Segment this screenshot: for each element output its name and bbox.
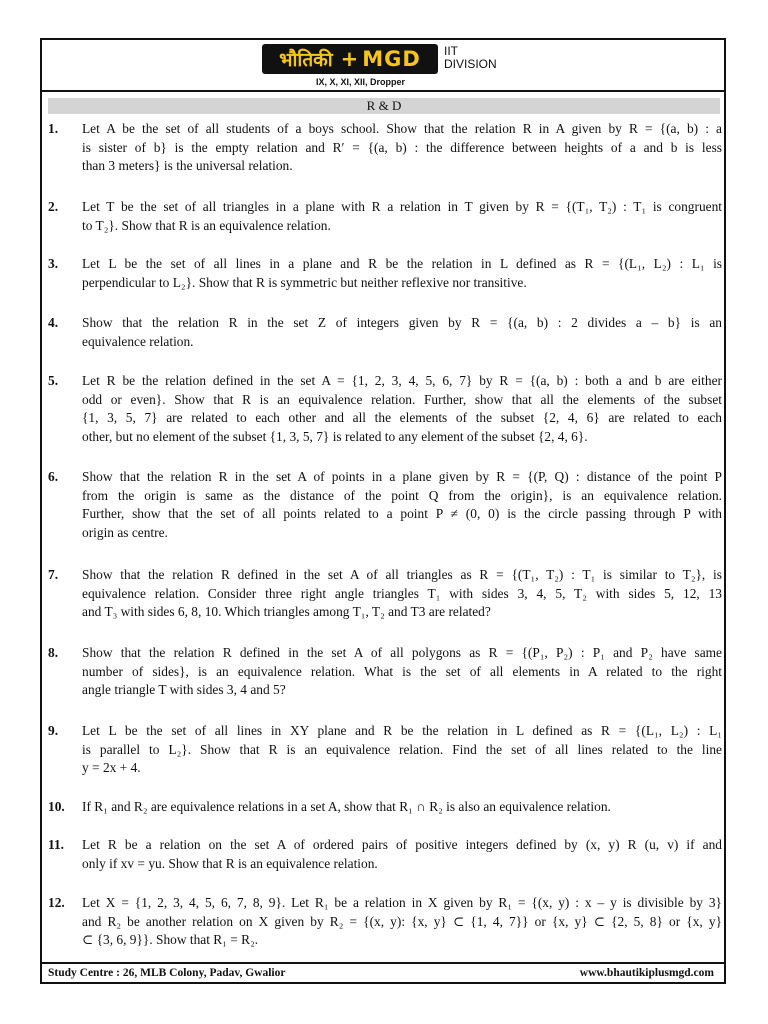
question-number: 6. [48, 469, 59, 484]
question-line: Show that the relation R defined in the set A of all polygons as R = {(P₁, P₂) : P₁ and P₂ have same [82, 645, 722, 660]
question-line: is sister of b} is the empty relation and R′ = {(a, b) : the difference between heights of a and b is less [82, 139, 722, 155]
question-line: Let A be the set of all students of a boys school. Show that the relation R in A given by R = {(a, b) : a [82, 121, 722, 136]
question-number: 2. [48, 199, 59, 214]
question-line: Let R be the relation defined in the set A = {1, 2, 3, 4, 5, 6, 7} by R = {(a, b) : both a and b are either [82, 373, 722, 388]
question-line: Let L be the set of all lines in XY plane and R be the relation in L defined as R = {(L₁, L₂) : L₁ [82, 723, 722, 738]
question-line: is parallel to L₂}. Show that R is an equivalence relation. Find the set of all lines related to the line [82, 741, 722, 757]
class-tagline: IX, X, XI, XII, Dropper [316, 77, 406, 87]
question-line: than 3 meters} is the universal relation. [82, 158, 293, 174]
question-line: odd or even}. Show that R is an equivalence relation. Further, show that all the elements of the subset [82, 391, 722, 407]
page-footer [42, 962, 724, 982]
question-text [82, 198, 722, 235]
question-line: to T₂}. Show that R is an equivalence relation. [82, 217, 331, 233]
question-number: 10. [48, 799, 65, 814]
division-line-1: IIT [444, 44, 458, 58]
question-line: Further, show that the set of all points related to a point P ≠ (0, 0) is the circle passing through P with [82, 506, 722, 522]
question-number: 9. [48, 723, 59, 738]
logo-hindi-text: भौतिकी [279, 49, 333, 71]
question-line: Let X = {1, 2, 3, 4, 5, 6, 7, 8, 9}. Let R₁ be a relation in X given by R₁ = {(x, y) : x – y is divisible by 3} [82, 895, 722, 910]
question-text [82, 644, 722, 700]
question-line: perpendicular to L₂}. Show that R is symmetric but neither reflexive nor transitive. [82, 274, 527, 290]
question-text [82, 836, 722, 873]
question-number: 11. [48, 837, 64, 852]
question-line: equivalence relation. Consider three right angle triangles T₁ with sides 3, 4, 5, T₂ with sides 5, 12, 13 [82, 585, 722, 601]
question-text [82, 894, 722, 950]
question-text [82, 798, 722, 817]
question-number: 4. [48, 315, 59, 330]
question-line: number of sides}, is an equivalence relation. What is the set of all elements in A related to the right [82, 663, 722, 679]
logo-plus: + [340, 47, 359, 71]
question-line: only if xv = yu. Show that R is an equivalence relation. [82, 855, 378, 871]
question-line: Let T be the set of all triangles in a plane with R a relation in T given by R = {(T₁, T₂) : T₁ is congruent [82, 199, 722, 214]
section-title: R & D [48, 98, 720, 114]
study-centre-address: Study Centre : 26, MLB Colony, Padav, Gwalior [48, 967, 286, 979]
question-text [82, 372, 722, 447]
question-number: 7. [48, 567, 59, 582]
division-line-2: DIVISION [444, 57, 497, 71]
question-number: 5. [48, 373, 59, 388]
question-line: Show that the relation R defined in the set A of all triangles as R = {(T₁, T₂) : T₁ is similar to T₂}, is [82, 567, 722, 582]
website-url: www.bhautikiplusmgd.com [579, 967, 714, 979]
division-label [444, 45, 497, 71]
question-line: Let L be the set of all lines in a plane and R be the relation in L defined as R = {(L₁, L₂) : L₁ is [82, 256, 722, 271]
question-line: from the origin is same as the distance of the point Q from the origin}, is an equivalence relation. [82, 487, 722, 503]
question-line: and R₂ be another relation on X given by R₂ = {(x, y): {x, y} ⊂ {1, 4, 7}} or {x, y} ⊂ {2, 5, 8} or {x, y} [82, 913, 722, 929]
question-number: 12. [48, 895, 65, 910]
question-text [82, 120, 722, 176]
question-line: {1, 3, 5, 7} are related to each other and all the elements of the subset {2, 4, 6} are related to each [82, 410, 722, 426]
question-text [82, 314, 722, 351]
question-text [82, 468, 722, 543]
question-text [82, 255, 722, 292]
question-number: 3. [48, 256, 59, 271]
question-number: 1. [48, 121, 59, 136]
question-line: ⊂ {3, 6, 9}}. Show that R₁ = R₂. [82, 932, 259, 948]
question-text [82, 722, 722, 778]
page-header [42, 40, 724, 92]
question-line: Let R be a relation on the set A of ordered pairs of positive integers defined by (x, y) R (u, v) if and [82, 837, 722, 852]
question-line: Show that the relation R in the set A of points in a plane given by R = {(P, Q) : distance of the point P [82, 469, 722, 484]
question-line: If R₁ and R₂ are equivalence relations in a set A, show that R₁ ∩ R₂ is also an equivalence relation. [82, 799, 611, 814]
question-line: origin as centre. [82, 525, 168, 541]
page-frame [40, 38, 726, 984]
question-text [82, 566, 722, 622]
question-line: equivalence relation. [82, 333, 194, 349]
question-number: 8. [48, 645, 59, 660]
question-line: and T₃ with sides 6, 8, 10. Which triangles among T₁, T₂ and T3 are related? [82, 604, 491, 620]
question-line: y = 2x + 4. [82, 760, 141, 776]
logo-mgd-text: MGD [362, 47, 421, 71]
brand-logo [262, 44, 438, 74]
question-line: other, but no element of the subset {1, 3, 5, 7} is related to any element of the subset {2, 4, 6}. [82, 429, 588, 445]
question-line: angle triangle T with sides 3, 4 and 5? [82, 682, 286, 698]
question-line: Show that the relation R in the set Z of integers given by R = {(a, b) : 2 divides a – b} is an [82, 315, 722, 330]
